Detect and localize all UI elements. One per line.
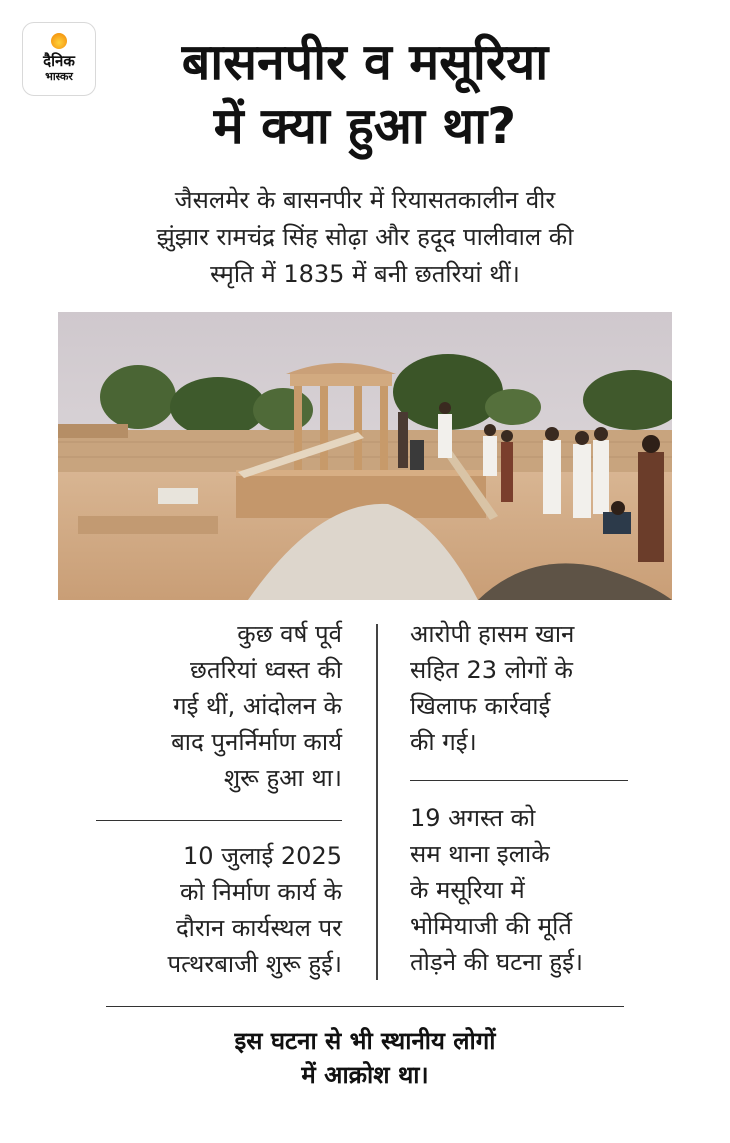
left-block-2-line: दौरान कार्यस्थल पर xyxy=(175,914,342,942)
intro-line-2: झुंझार रामचंद्र सिंह सोढ़ा और हदूद पालीवाल की xyxy=(156,223,574,251)
intro-text xyxy=(60,182,670,293)
right-block-2-line: सम थाना इलाके xyxy=(410,840,550,868)
logo-line-2: भास्कर xyxy=(45,70,73,83)
right-block-2-line: तोड़ने की घटना हुई। xyxy=(410,948,584,976)
right-block-2-line: भोमियाजी की मूर्ति xyxy=(410,912,572,940)
page-title xyxy=(0,30,730,158)
bottom-line-2: में आक्रोश था। xyxy=(301,1061,429,1089)
bottom-line-1: इस घटना से भी स्थानीय लोगों xyxy=(234,1027,496,1055)
right-block-2-line: 19 अगस्त को xyxy=(410,804,536,832)
left-block-1-line: गई थीं, आंदोलन के xyxy=(173,692,342,720)
left-block-1-line: कुछ वर्ष पूर्व xyxy=(237,620,342,648)
left-block-1-line: छतरियां ध्वस्त की xyxy=(190,656,342,684)
right-block-1-line: की गई। xyxy=(410,728,477,756)
left-divider xyxy=(96,820,342,821)
left-block-1 xyxy=(40,616,342,796)
bottom-note xyxy=(0,1024,730,1092)
right-block-1 xyxy=(410,616,710,760)
intro-line-1: जैसलमेर के बासनपीर में रियासतकालीन वीर xyxy=(174,186,556,214)
right-block-2 xyxy=(410,800,710,980)
left-block-2-line: को निर्माण कार्य के xyxy=(180,878,342,906)
chhatri-construction-scene xyxy=(58,312,672,600)
left-block-1-line: शुरू हुआ था। xyxy=(223,764,342,792)
left-block-1-line: बाद पुनर्निर्माण कार्य xyxy=(171,728,342,756)
right-divider xyxy=(410,780,628,781)
left-block-2-line: पत्थरबाजी शुरू हुई। xyxy=(167,950,342,978)
title-line-2: में क्या हुआ था? xyxy=(213,97,517,155)
site-photo xyxy=(58,312,672,600)
intro-line-3: स्मृति में 1835 में बनी छतरियां थीं। xyxy=(210,260,520,288)
right-block-1-line: खिलाफ कार्रवाई xyxy=(410,692,551,720)
right-block-1-line: आरोपी हासम खान xyxy=(410,620,575,648)
left-block-2 xyxy=(40,838,342,982)
bottom-divider xyxy=(106,1006,624,1007)
column-divider xyxy=(376,624,378,980)
right-block-2-line: के मसूरिया में xyxy=(410,876,525,904)
title-line-1: बासनपीर व मसूरिया xyxy=(181,33,549,91)
logo-line-1: दैनिक xyxy=(43,52,75,70)
left-block-2-line: 10 जुलाई 2025 xyxy=(183,842,342,870)
right-block-1-line: सहित 23 लोगों के xyxy=(410,656,573,684)
